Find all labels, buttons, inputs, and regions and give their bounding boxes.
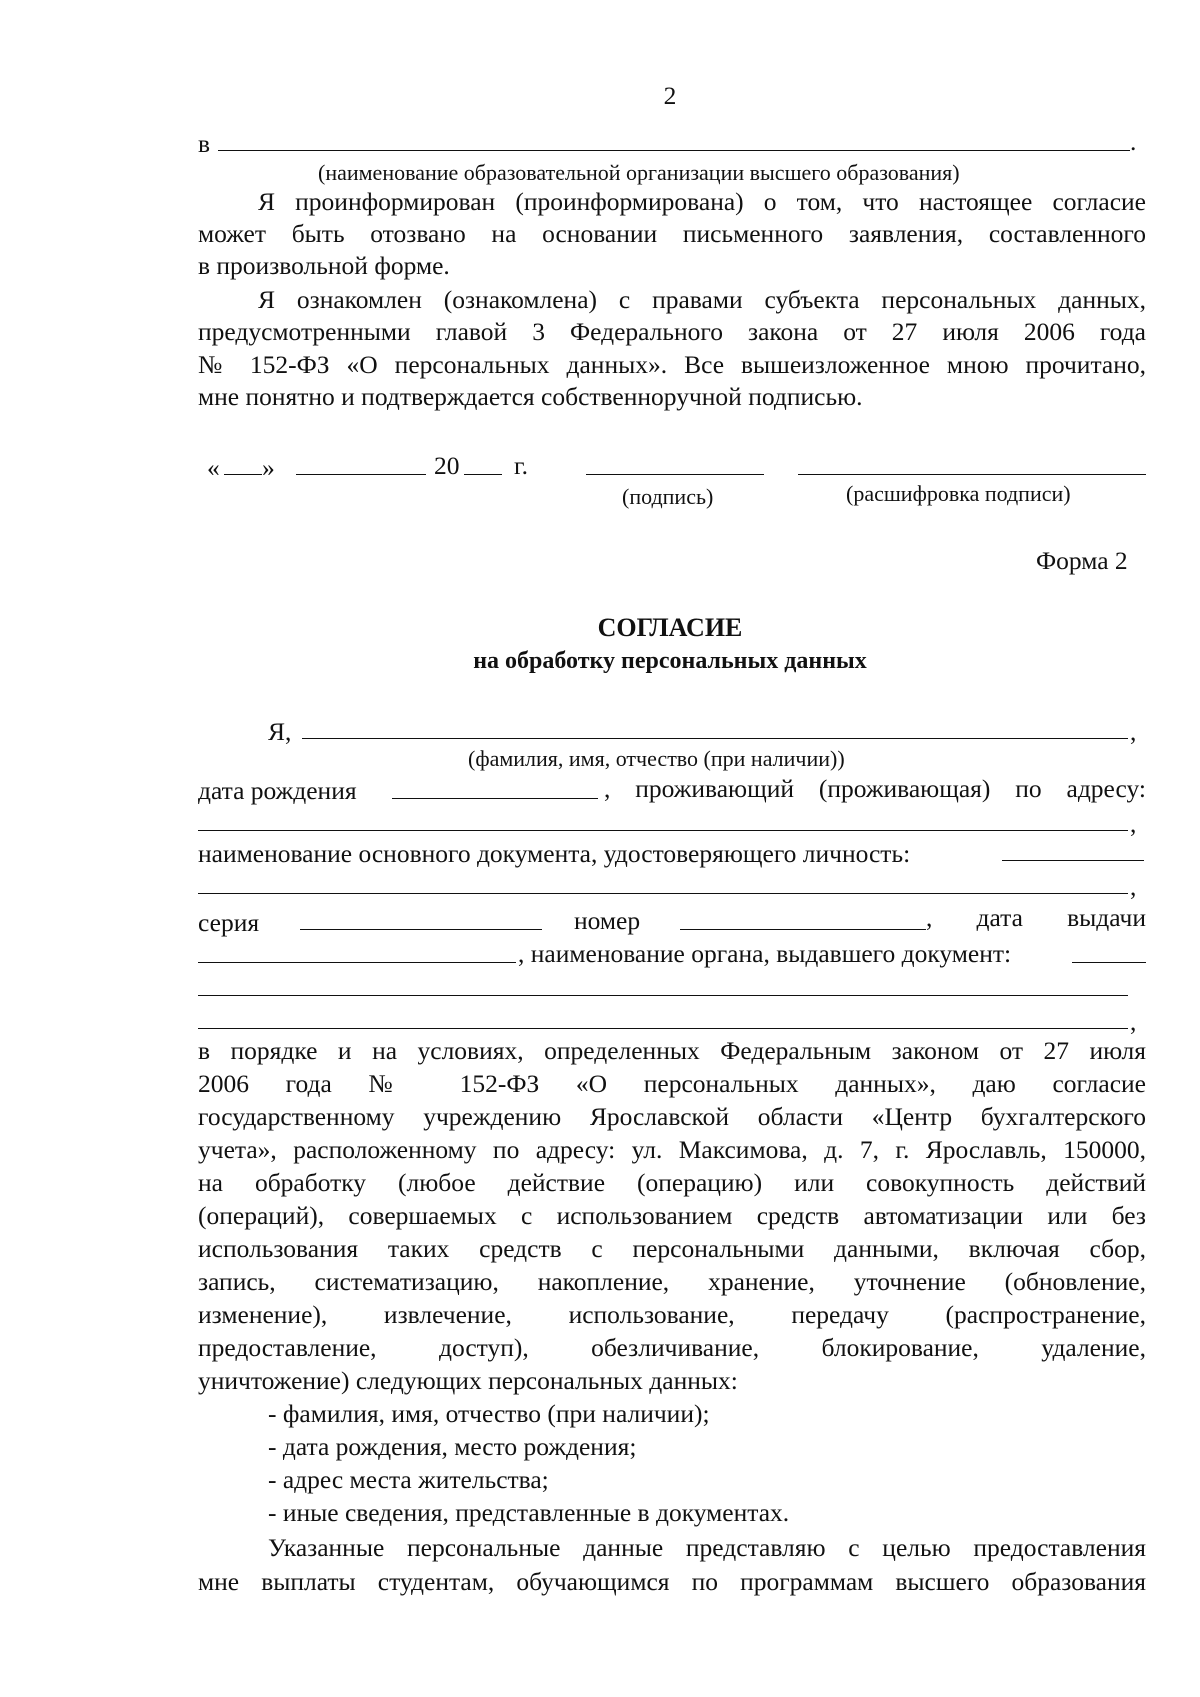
address-label: , проживающий (проживающая) по адресу:: [604, 774, 1146, 803]
day-blank: [224, 474, 262, 475]
signature-decoding-caption: (расшифровка подписи): [846, 481, 1071, 506]
number-blank: [680, 929, 926, 930]
number-label: номер: [574, 906, 641, 935]
paragraph2-line: № 152-ФЗ «О персональных данных». Все вышеизложенное мною прочитано,: [198, 350, 1146, 379]
authority-blank-short: [1072, 962, 1146, 963]
paragraph1-line: может быть отозвано на основании письменного заявления, составленного: [198, 219, 1146, 248]
paragraph1-line: Я проинформирован (проинформирована) о том, что настоящее согласие: [258, 187, 1146, 216]
consent-line: использования таких средств с персональными данными, включая сбор,: [198, 1234, 1146, 1263]
data-list-item: - иные сведения, представленные в документах.: [268, 1498, 790, 1527]
year-blank: [464, 474, 502, 475]
month-blank: [296, 474, 426, 475]
series-label: серия: [198, 908, 260, 937]
fio-blank-line: [302, 738, 1128, 739]
consent-line: уничтожение) следующих персональных данных:: [198, 1366, 738, 1395]
birth-label: дата рождения: [198, 776, 357, 805]
form-label: Форма 2: [1036, 546, 1128, 575]
series-blank: [300, 929, 542, 930]
authority-blank-line-2: [198, 1028, 1128, 1029]
address-blank-line: [198, 830, 1128, 831]
consent-line: государственному учреждению Ярославской области «Центр бухгалтерского: [198, 1102, 1146, 1131]
document-label: наименование основного документа, удостоверяющего личность:: [198, 839, 911, 868]
date-quote-open: «: [207, 453, 220, 482]
fio-caption: (фамилия, имя, отчество (при наличии)): [468, 746, 845, 771]
signature-blank: [586, 474, 764, 475]
address-comma: ,: [1130, 809, 1137, 838]
data-list-item: - фамилия, имя, отчество (при наличии);: [268, 1399, 710, 1428]
document-subtitle: на обработку персональных данных: [473, 648, 867, 674]
consent-line: изменение), извлечение, использование, передачу (распространение,: [198, 1300, 1146, 1329]
document-comma: ,: [1130, 872, 1137, 901]
closing-line: мне выплаты студентам, обучающимся по программам высшего образования: [198, 1567, 1146, 1596]
authority-comma: ,: [1130, 1007, 1137, 1036]
i-prefix: Я,: [268, 717, 292, 746]
birth-date-blank: [392, 798, 598, 799]
issue-label: , дата выдачи: [926, 903, 1146, 932]
prefix-v: в: [198, 129, 211, 158]
closing-line: Указанные персональные данные представляю с целью предоставления: [268, 1533, 1146, 1562]
paragraph1-line: в произвольной форме.: [198, 251, 450, 280]
consent-line: (операций), совершаемых с использованием средств автоматизации или без: [198, 1201, 1146, 1230]
paragraph2-line: Я ознакомлен (ознакомлена) с правами субъекта персональных данных,: [258, 285, 1146, 314]
consent-line: предоставление, доступ), обезличивание, блокирование, удаление,: [198, 1333, 1146, 1362]
consent-line: 2006 года № 152-ФЗ «О персональных данных», даю согласие: [198, 1069, 1146, 1098]
signature-caption: (подпись): [622, 484, 714, 509]
consent-line: запись, систематизацию, накопление, хранение, уточнение (обновление,: [198, 1267, 1146, 1296]
organization-blank-line: [218, 150, 1130, 151]
fio-comma: ,: [1130, 717, 1137, 746]
paragraph2-line: предусмотренными главой 3 Федерального закона от 27 июля 2006 года: [198, 317, 1146, 346]
page-number: 2: [663, 81, 677, 110]
authority-label: , наименование органа, выдавшего документ:: [518, 939, 1012, 968]
consent-line: в порядке и на условиях, определенных Федеральным законом от 27 июля: [198, 1036, 1146, 1065]
issue-date-blank: [198, 962, 516, 963]
authority-blank-line-1: [198, 995, 1128, 996]
consent-line: учета», расположенному по адресу: ул. Максимова, д. 7, г. Ярославль, 150000,: [198, 1135, 1146, 1164]
document-name-blank: [1002, 860, 1144, 861]
year-suffix: г.: [514, 451, 528, 480]
data-list-item: - дата рождения, место рождения;: [268, 1432, 637, 1461]
date-quote-close: »: [262, 453, 275, 482]
signature-decoding-blank: [798, 474, 1146, 475]
organization-caption: (наименование образовательной организации высшего образования): [318, 160, 960, 185]
document-title: СОГЛАСИЕ: [597, 613, 743, 642]
consent-line: на обработку (любое действие (операцию) или совокупность действий: [198, 1168, 1146, 1197]
document-blank-line: [198, 893, 1128, 894]
paragraph2-line: мне понятно и подтверждается собственноручной подписью.: [198, 382, 863, 411]
trailing-dot: .: [1130, 127, 1137, 156]
data-list-item: - адрес места жительства;: [268, 1465, 549, 1494]
year-prefix: 20: [434, 451, 460, 480]
